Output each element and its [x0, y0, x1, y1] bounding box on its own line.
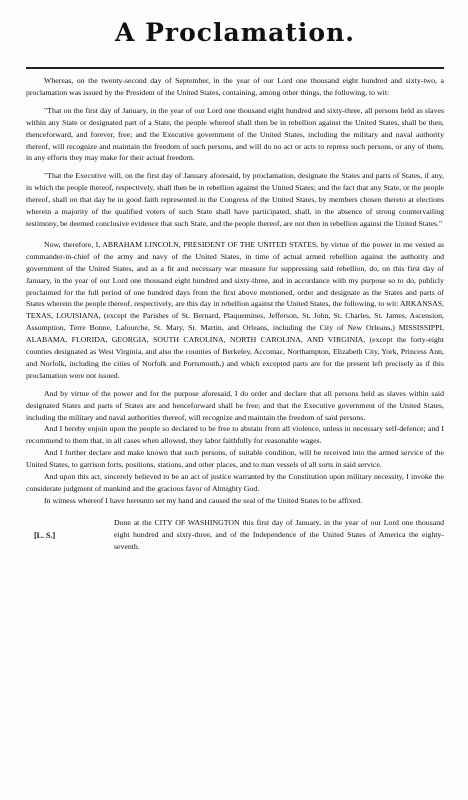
done-at-text: Done at the CITY OF WASHINGTON this first day of January, in the year of our Lord one thousand eight hundred and sixty-three, and of the Independence of the United States of America the eighty-seventh.: [114, 517, 444, 551]
seal-mark: [L. S.]: [34, 530, 56, 540]
paragraph-invoke: And upon this act, sincerely believed to be an act of justice warranted by the Constitution upon military necessity, I invoke the considerate judgment of mankind and the gracious favor of Almighty God.: [26, 472, 444, 493]
paragraph-quote-1: "That on the first day of January, in the year of our Lord one thousand eight hundred and sixty-three, all persons held as slaves within any State or designated part of a State, the people whereof shall then be in rebellion against the United States, shall be then, thenceforward, and forever, free; and the Executive government of the United States, including the military and naval authority thereof, will recognize and maintain the freedom of such persons, and will do no act or acts to repress such persons, or any of them, in any efforts they may make for their actual freedom.: [26, 105, 444, 163]
paragraph-armed-service: And I further declare and make known that such persons, of suitable condition, will be received into the armed service of the United States, to garrison forts, positions, stations, and other places, and to man vessels of all sorts in said service.: [26, 448, 444, 470]
page-title: A Proclamation.: [115, 18, 355, 47]
paragraph-now-therefore: Now, therefore, I, ABRAHAM LINCOLN, PRESIDENT OF THE UNITED STATES, by virtue of the power in me vested as commander-in-chief of the army and navy of the United States, in time of actual armed rebellion against the authority and government of the United States, and as a fit and necessary war measure for suppressing said rebellion, do, on this first day of January, in the year of our Lord one thousand eight hundred and sixty-three, and in accordance with my purpose so to do, publicly proclaimed for the full period of one hundred days from the first above mentioned, order and designate as the States and parts of States wherein the people thereof, respectively, are this day in rebellion against the United States, the following, to wit: ARKANSAS, TEXAS, LOUISIANA, (except the Parishes of St. Bernard, Plaquemines, Jefferson, St. John, St. Charles, St. James, Ascension, Assumption, Terre Bonne, Lafourche, St. Mary, St. Martin, and Orleans, including the City of New Orleans,) MISSISSIPPI, ALABAMA, FLORIDA, GEORGIA, SOUTH CAROLINA, NORTH CAROLINA, AND VIRGINIA, (except the forty-eight counties designated as West Virginia, and also the counties of Berkeley, Accomac, Northampton, Elizabeth City, York, Princess Ann, and Norfolk, including the cities of Norfolk and Portsmouth,) and which excepted parts are for the present left precisely as if this proclamation were not issued.: [26, 239, 444, 380]
title-rule: [26, 67, 444, 69]
paragraph-enjoin: And I hereby enjoin upon the people so declared to be free to abstain from all violence, unless in necessary self-defence; and I recommend to them that, in all cases when allowed, they labor faithfully for reasonable wages.: [26, 424, 444, 446]
paragraph-witness: In witness whereof I have hereunto set my hand and caused the seal of the United States to be affixed.: [44, 495, 363, 505]
signature-block: [26, 517, 444, 553]
paragraph-order-declare: And by virtue of the power and for the purpose aforesaid, I do order and declare that all persons held as slaves within said designated States and parts of States are and henceforward shall be free; and that the Executive government of the United States, including the military and naval authorities thereof, will recognize and maintain the freedom of said persons.: [26, 388, 444, 422]
paragraph-whereas: Whereas, on the twenty-second day of September, in the year of our Lord one thousand eight hundred and sixty-two, a proclamation was issued by the President of the United States, containing, among other things, the following, to wit:: [26, 76, 444, 97]
paragraph-quote-2: "That the Executive will, on the first day of January aforesaid, by proclamation, designate the States and parts of States, if any, in which the people thereof, respectively, shall then be in rebellion against the United States; and the fact that any State, or the people thereof, shall on that day be in good faith represented in the Congress of the United States, by members chosen thereto at elections wherein a majority of the qualified voters of such State shall have participated, shall, in the absence of strong countervailing testimony, be deemed conclusive evidence that such State, and the people thereof, are not then in rebellion against the United States.": [26, 171, 444, 228]
